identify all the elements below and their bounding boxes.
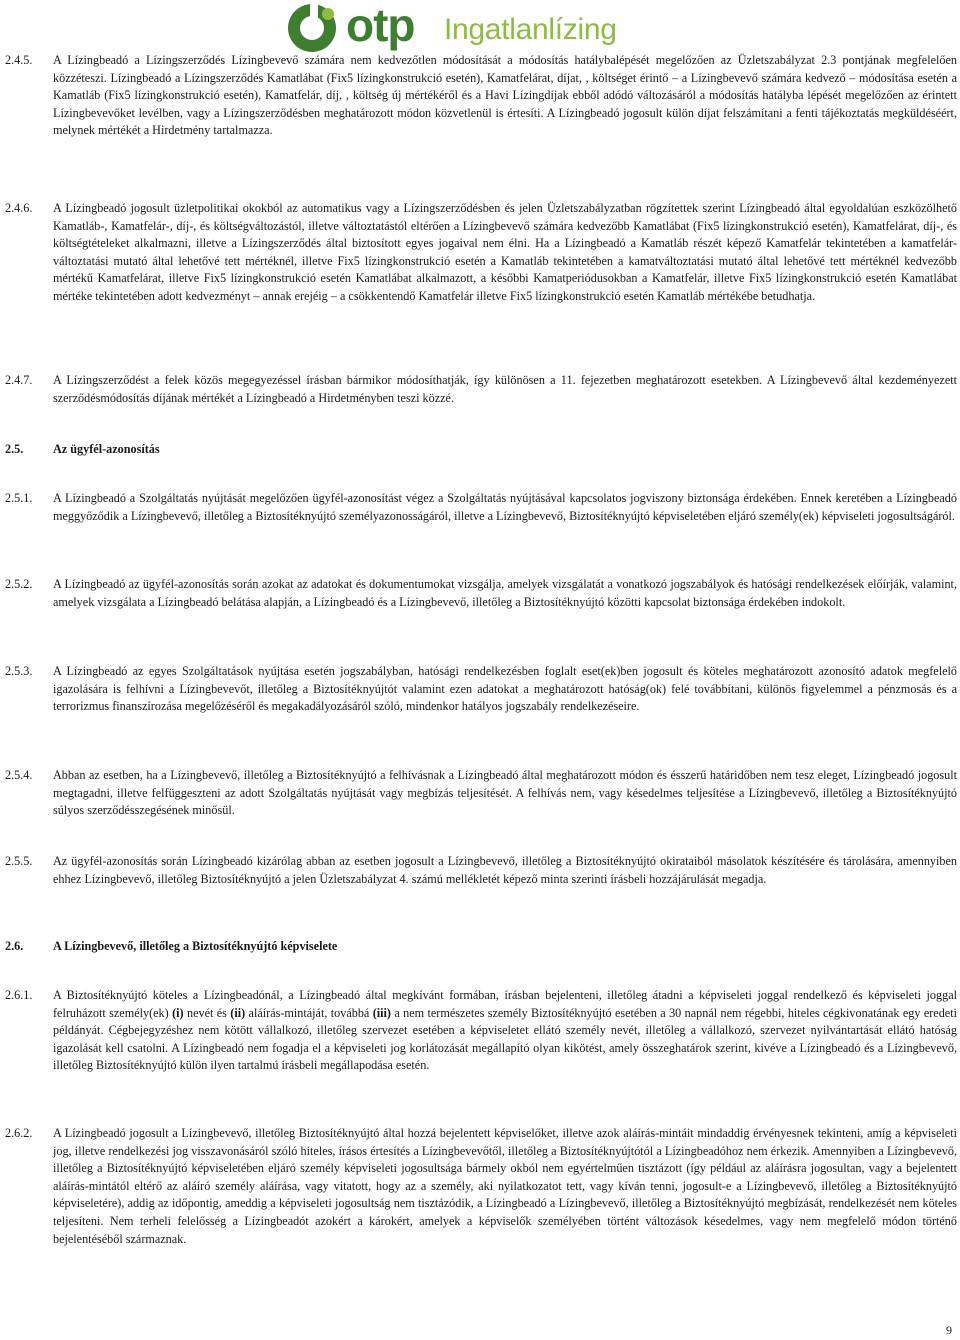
section-number: 2.5.1. [5,491,33,505]
logo-subtitle: Ingatlanlízing [444,13,617,46]
section-2-4-6 [5,200,957,306]
section-2-5-3 [5,663,957,716]
otp-logo-mark-icon [284,0,344,56]
section-text: A Lízingbeadó a Lízingszerződés Lízingbevevő számára nem kedvezőtlen módosítását a módosítás hatálybalépését megelőzően az Üzletszabályzat 2.3 pontjának megfelelően közzéteszi. Lízingbeadó a Lízingszerződés Kamatlábat (Fix5 lízingkonstrukció esetén), Kamatfelárat, díjat, , költséget érintő – a Lízingbevevő számára kedvező – módosítása esetén a Kamatláb (Fix5 lízingkonstrukció esetén), Kamatfelár, díj, , költség új mértékéről és a Havi Lízingdíjak ebből adódó változásáról a módosítás hatályba lépését megelőzően az érintett Lízingbevevőket levélben, vagy a Lízingszerződésben meghatározott módon közvetlenül is értesíti. A Lízingbeadó jogosult külön díjat felszámítani a fenti tájékoztatás megküldéséért, melynek mértékét a Hirdetmény tartalmazza. [53,53,957,138]
section-2-4-5 [5,52,957,140]
section-text: A Lízingbeadó az egyes Szolgáltatások nyújtása esetén jogszabályban, hatósági rendelkezésben foglalt eset(ek)ben jogosult és köteles meghatározott azonosító adatok megfelelő igazolására is felhívni a Lízingbevevőt, illetőleg a Biztosítéknyújtót valamint ezen adatokat a meghatározott hatóság(ok) felé továbbítani, különös figyelemmel a pénzmosás és a terrorizmus finanszírozása megelőzéséről és megakadályozásáról szóló, mindenkor hatályos jogszabály rendelkezéseire. [53,664,957,714]
section-heading: A Lízingbevevő, illetőleg a Biztosítéknyújtó képviselete [53,939,338,953]
section-text: A Lízingbeadó jogosult üzletpolitikai okokból az automatikus vagy a Lízingszerződésben és jelen Üzletszabályzatban rögzítettek szerint Lízingbeadó által egyoldalúan eszközölhető Kamatláb-, Kamatfelár-, díj-, és költségváltozástól, illetve változtatástól eltérően a Lízingbevevő számára kedvezőbb Kamatlábat (Fix5 lízingkonstrukció esetén), Kamatfelárat, díj-, és költségtételeket alkalmazni, illetve a Lízingszerződés által biztosított egyes jogaival nem élni. Ha a Lízingbeadó a Kamatláb részét képező Kamatfelár tekintetében a kamatfelár-változtatási mutató által lehetővé tett mértéknél, illetve Fix5 lízingkonstrukció esetén a Kamatláb tekintetében a kamatváltoztatási mutató által lehetővé tett mértéknél kedvezőbb mértékű Kamatfelárat, illetve Fix5 lízingkonstrukció esetén Kamatlábat alkalmazott, a későbbi Kamatperiódusokban a Kamatfelár, illetve Fix5 lízingkonstrukció esetén Kamatlábat mértéke tekintetében adott kedvezményt – annak erejéig – a csökkentendő Kamatfelár illetve Fix5 lízingkonstrukció esetén Kamatláb mértékébe betudhatja. [53,201,957,303]
section-number: 2.5.3. [5,664,33,678]
section-2-5-2 [5,576,957,611]
section-2-5-5 [5,853,957,888]
section-number: 2.6.2. [5,1126,33,1140]
section-number: 2.5. [5,442,24,456]
section-number: 2.4.5. [5,53,33,67]
section-number: 2.4.6. [5,201,33,215]
section-number: 2.4.7. [5,373,33,387]
section-text: Abban az esetben, ha a Lízingbevevő, illetőleg a Biztosítéknyújtó a felhívásnak a Lízingbeadó által meghatározott módon és ésszerű határidőben nem tesz eleget, Lízingbeadó jogosult megtagadni, illetve felfüggeszteni az adott Szolgáltatás nyújtását vagy megbízás teljesítését. A felhívás nem, vagy késedelmes teljesítése a Lízingbevevő, illetőleg a Biztosítéknyújtó súlyos szerződésszegésének minősül. [53,768,957,818]
otp-ingatlanlizing-logo [284,0,684,56]
section-number: 2.6.1. [5,988,33,1002]
section-text: A Lízingbeadó jogosult a Lízingbevevő, illetőleg Biztosítéknyújtó által hozzá bejelentett képviselőket, illetve azok aláírás-mintáit mindaddig érvényesnek tekinteni, amíg a képviseleti jog, illetve rendelkezési jog visszavonásáról szóló hiteles, írásos értesítés a Lízingbevevőtől, illetőleg a Biztosítéknyújtótól a Lízingbeadóhoz nem érkezik. Amennyiben a Lízingbevevő, illetőleg a Biztosítéknyújtó képviseletében eljáró személy képviseleti jogosultsága bármely okból nem egyértelműen tisztázott (így például az aláírásra jogosultan, vagy a bejelentett aláírás-mintától eltérő az aláíró személy aláírása, vagy vitatott, hogy az a személy, aki nyilatkozatot tett, vagy kíván tenni, jogosult-e a Lízingbevevő, illetőleg a Biztosítéknyújtó képviseletére), addig az időpontig, ameddig a képviseleti jogosultság nem tisztázódik, a Lízingbeadó a Lízingbevevő, illetőleg a Biztosítéknyújtó megbízását, rendelkezését nem köteles teljesíteni. Nem terheli felelősség a Lízingbeadót azokért a károkért, amelyek a képviselők személyében történt változások késedelmes, vagy nem megfelelő módon történő bejelentéséből származnak. [53,1126,957,1246]
section-text: A Lízingszerződést a felek közös megegyezéssel írásban bármikor módosíthatják, így különösen a 11. fejezetben meghatározott esetekben. A Lízingbevevő által kezdeményezett szerződésmódosítás díjának mértékét a Lízingbeadó a Hirdetményben teszi közzé. [53,373,957,405]
section-text: A Lízingbeadó a Szolgáltatás nyújtását megelőzően ügyfél-azonosítást végez a Szolgáltatás nyújtásával kapcsolatos jogviszony biztonsága érdekében. Ennek keretében a Lízingbeadó meggyőződik a Lízingbevevő, illetőleg a Biztosítéknyújtó személyazonosságáról, illetve a Lízingbevevő, Biztosítéknyújtó képviseletében eljáró személy(ek) képviseleti jogosultságáról. [53,491,957,523]
section-2-6-1 [5,987,957,1075]
enum-mark: (i) [172,1005,184,1020]
section-2-5-4 [5,767,957,820]
section-2-5-1 [5,490,957,525]
section-number: 2.5.5. [5,854,33,868]
page-number: 9 [946,1323,952,1337]
enum-mark: (ii) [230,1005,246,1020]
section-text: A Lízingbeadó az ügyfél-azonosítás során azokat az adatokat és dokumentumokat vizsgálja, amelyek vizsgálatát a vonatkozó jogszabályok és hatósági rendelkezések előírják, valamint, amelyek vizsgálata a Lízingbeadó belátása alapján, a Lízingbeadó és a Lízingbevevő, illetőleg a Biztosítéknyújtó közötti kapcsolat biztonsága érdekében indokolt. [53,577,957,609]
section-2-4-7 [5,372,957,407]
section-text: Az ügyfél-azonosítás során Lízingbeadó kizárólag abban az esetben jogosult a Lízingbevevő, illetőleg a Biztosítéknyújtó okirataiból másolatok készítésére és tárolására, amennyiben ehhez Lízingbevevő, illetőleg Biztosítéknyújtó a jelen Üzletszabályzat 4. számú mellékletét képező minta szerinti írásbeli hozzájárulását megadja. [53,854,957,886]
text-part: aláírás-mintáját, továbbá [245,1005,373,1020]
section-heading: Az ügyfél-azonosítás [53,442,160,456]
logo-otp-text: otp [346,0,415,51]
section-number: 2.6. [5,939,24,953]
section-number: 2.5.2. [5,577,33,591]
text-part: nevét és [183,1005,231,1020]
text-part: a nem természetes személy Biztosítéknyújtó esetében a 30 napnál nem régebbi, hiteles cégkivonatának egy eredeti példányát. Cégbejegyzéshez nem kötött vállalkozó, illetőleg szervezet esetében a képviseletet ellátó személy nevét, illetőleg a vállalkozó, szervezet nyilvántartását ellátó hatóság igazolását kell csatolni. A Lízingbeadó nem fogadja el a képviseleti jog korlátozását megállapító olyan kikötést, amely összeghatárok szerint, kivéve a Lízingbeadó és a Lízingbevevő, illetőleg Biztosítéknyújtó külön ilyen tartalmú írásbeli megállapodása esetén. [53,1005,957,1073]
section-2-6-heading [5,938,957,956]
section-number: 2.5.4. [5,768,33,782]
section-text [53,987,957,1075]
text-part: A Biztosítéknyújtó köteles a Lízingbeadónál, a Lízingbeadó által megkívánt formában, írásban bejelenteni, illetőleg átadni a képviseleti joggal rendelkező és képviseleti joggal felruházott személy(ek) [53,988,957,1020]
section-2-6-2 [5,1125,957,1248]
enum-mark: (iii) [372,1005,391,1020]
section-2-5-heading [5,441,957,459]
